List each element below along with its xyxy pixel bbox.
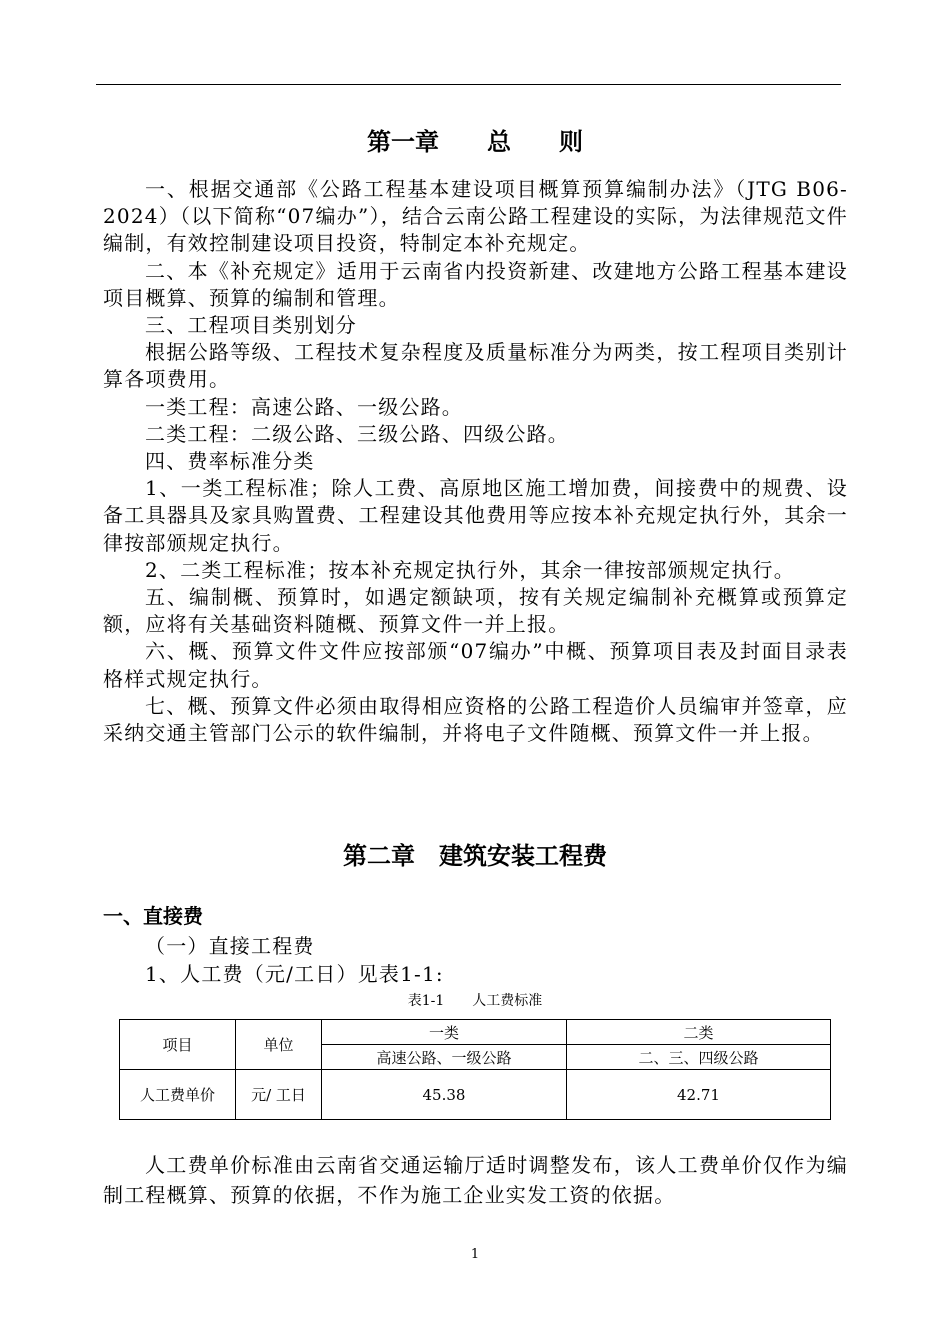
header-class-2: 二类 (567, 1020, 831, 1045)
chapter-1-title: 第一章 总 则 (367, 128, 583, 156)
paragraph: 七、概、预算文件必须由取得相应资格的公路工程造价人员编审并签章，应采纳交通主管部门公示的软件编制，并将电子文件随概、预算文件一并上报。 (103, 693, 848, 746)
labor-cost-table (119, 1019, 831, 1120)
paragraph: 1、一类工程标准；除人工费、高原地区施工增加费，间接费中的规费、设备工具器具及家具购置费、工程建设其他费用等应按本补充规定执行外，其余一律按部颁规定执行。 (103, 476, 848, 555)
paragraph: 根据公路等级、工程技术复杂程度及质量标准分为两类，按工程项目类别计算各项费用。 (103, 340, 848, 392)
row-unit-text: 元/ 工日 (251, 1085, 306, 1104)
subsection-heading: （一）直接工程费 (145, 934, 315, 958)
row-label: 人工费单价 (120, 1070, 236, 1120)
header-class-1: 一类 (322, 1020, 567, 1045)
paragraph: 二类工程：二级公路、三级公路、四级公路。 (145, 421, 569, 446)
item-heading: 1、人工费（元/工日）见表1-1: (145, 962, 444, 986)
paragraph: 2、二类工程标准；按本补充规定执行外，其余一律按部颁规定执行。 (145, 557, 795, 582)
paragraph: 四、费率标准分类 (145, 449, 315, 474)
chapter-2-title: 第二章 建筑安装工程费 (343, 842, 607, 870)
header-item: 项目 (120, 1020, 236, 1070)
row-class-2-value: 42.71 (567, 1070, 831, 1120)
row-unit (236, 1070, 322, 1120)
header-unit: 单位 (236, 1020, 322, 1070)
labor-cost-note (103, 1150, 848, 1210)
paragraph: 一、根据交通部《公路工程基本建设项目概算预算编制办法》（JTG B06-2024）（以下简称“07编办”），结合云南公路工程建设的实际，为法律规范文件编制，有效控制建设项目投资，特制定本补充规定。 (103, 177, 848, 256)
header-class-1-sub: 高速公路、一级公路 (322, 1045, 567, 1070)
paragraph: 六、概、预算文件文件应按部颁“07编办”中概、预算项目表及封面目录表格样式规定执行。 (103, 639, 848, 691)
paragraph: 五、编制概、预算时，如遇定额缺项，按有关规定编制补充概算或预算定额，应将有关基础资料随概、预算文件一并上报。 (103, 585, 848, 637)
section-heading: 一、直接费 (103, 904, 203, 928)
row-class-1-value: 45.38 (322, 1070, 567, 1120)
paragraph: 二、本《补充规定》适用于云南省内投资新建、改建地方公路工程基本建设项目概算、预算的编制和管理。 (103, 258, 848, 310)
chapter-1-body (103, 176, 848, 747)
table-caption: 表1-1 人工费标准 (407, 993, 543, 1009)
header-class-2-sub: 二、三、四级公路 (567, 1045, 831, 1070)
header-rule (96, 84, 841, 85)
paragraph: 三、工程项目类别划分 (145, 313, 357, 338)
paragraph: 人工费单价标准由云南省交通运输厅适时调整发布，该人工费单价仅作为编制工程概算、预算的依据，不作为施工企业实发工资的依据。 (103, 1153, 848, 1207)
page-number: 1 (470, 1247, 480, 1262)
paragraph: 一类工程：高速公路、一级公路。 (145, 394, 463, 419)
